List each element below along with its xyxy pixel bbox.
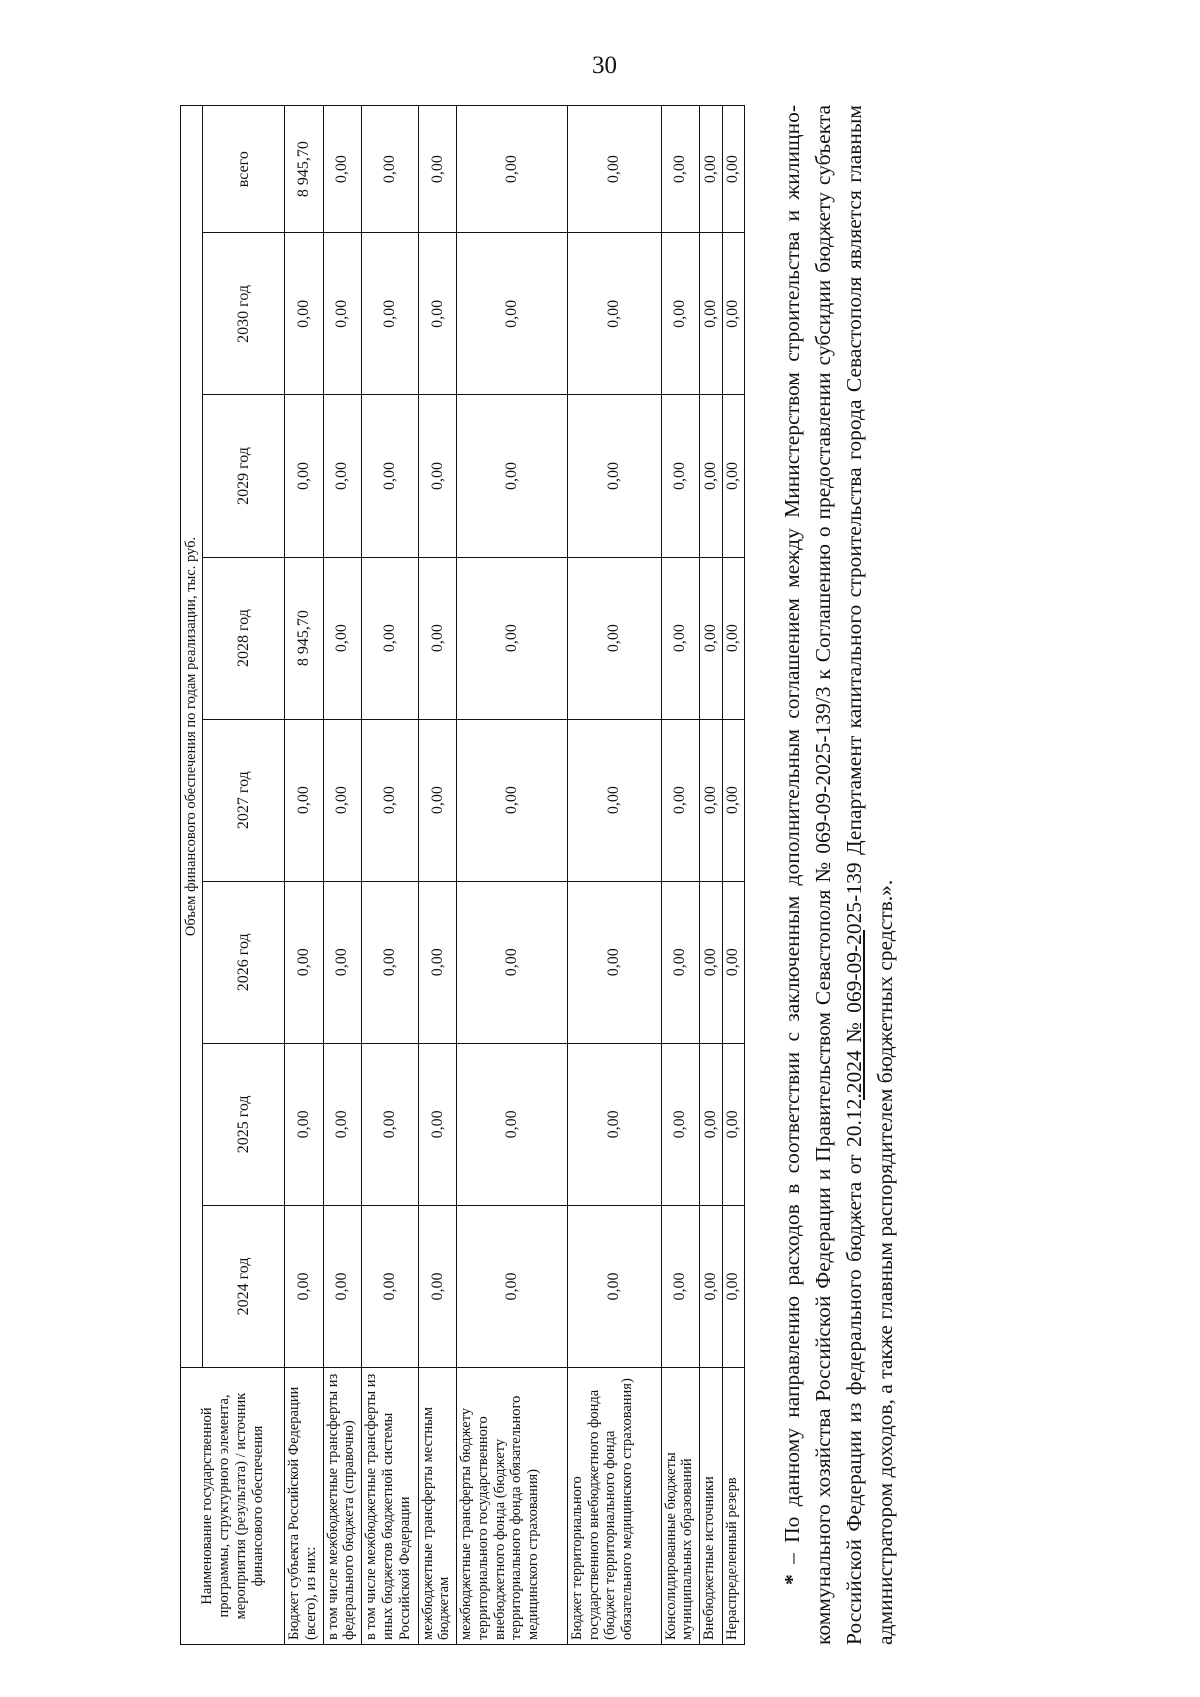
row-total: 0,00 [457,106,568,233]
row-value: 0,00 [568,1205,662,1367]
row-value: 0,00 [285,1205,324,1367]
row-value: 0,00 [323,719,362,881]
row-value: 0,00 [700,1043,722,1205]
row-total: 0,00 [722,106,744,233]
row-total: 8 945,70 [285,106,324,233]
table-row [323,106,362,1645]
row-value: 0,00 [457,395,568,557]
row-value: 0,00 [568,233,662,395]
table-row [362,106,418,1645]
volume-header: Объем финансового обеспечения по годам реализации, тыс. руб. [181,106,203,1368]
row-value: 0,00 [661,881,700,1043]
table-row [457,106,568,1645]
row-total: 0,00 [418,106,457,233]
row-value: 0,00 [285,1043,324,1205]
row-value: 0,00 [568,557,662,719]
row-value: 0,00 [323,1043,362,1205]
year-header: 2025 год [203,1043,285,1205]
row-value: 0,00 [323,395,362,557]
row-name: в том числе межбюджетные трансферты из иных бюджетов бюджетной системы Российской Федерации [362,1368,418,1645]
name-column-header: Наименование государственной программы, структурного элемента, мероприятия (результата) / источник финансового обеспечения [181,1368,285,1645]
row-value: 0,00 [418,395,457,557]
page-number: 30 [592,52,617,79]
row-value: 0,00 [418,557,457,719]
row-value: 0,00 [700,719,722,881]
row-value: 0,00 [568,395,662,557]
row-value: 0,00 [457,233,568,395]
row-value: 0,00 [323,881,362,1043]
table-row [700,106,722,1645]
row-total: 0,00 [568,106,662,233]
row-value: 0,00 [418,1205,457,1367]
row-value: 0,00 [362,881,418,1043]
year-header: 2027 год [203,719,285,881]
row-name: межбюджетные трансферты бюджету территориального государственного внебюджетного фонда (бюджету территориального фонда обязательного медицинского страхования) [457,1368,568,1645]
table-row [418,106,457,1645]
row-value: 0,00 [323,233,362,395]
year-header: 2026 год [203,881,285,1043]
table-row [285,106,324,1645]
row-value: 0,00 [457,1043,568,1205]
row-value: 0,00 [700,881,722,1043]
row-total: 0,00 [661,106,700,233]
row-value: 0,00 [568,881,662,1043]
row-value: 0,00 [661,1043,700,1205]
row-value: 0,00 [700,557,722,719]
row-value: 0,00 [285,233,324,395]
row-name: Консолидированные бюджеты муниципальных образований [661,1368,700,1645]
row-value: 0,00 [722,557,744,719]
row-value: 0,00 [457,1205,568,1367]
row-value: 0,00 [722,233,744,395]
row-value: 0,00 [418,881,457,1043]
row-value: 0,00 [362,395,418,557]
row-value: 0,00 [457,881,568,1043]
row-value: 0,00 [285,719,324,881]
row-value: 0,00 [568,1043,662,1205]
table-row [568,106,662,1645]
row-value: 0,00 [362,233,418,395]
rotated-content [180,105,925,1645]
footnote [777,105,901,1645]
row-value: 0,00 [700,1205,722,1367]
footnote-text: – По данному направлению расходов в соответствии с заключенным дополнительным соглашением между Министерством строительства и жилищно-коммунального хозяйства Российской Федерации и Правительством Севастополя № 069-09-2025-139/3 к Соглашению о предоставлении субсидии бюджету субъекта Российской Федерации из федерального бюджета от 20.12.2024 № 069-09-2025-139 Департамент капитального строительства города Севастополя является главным администратором доходов, а также главным распорядителем бюджетных средств.». [780,105,897,1645]
row-value: 0,00 [700,233,722,395]
row-value: 0,00 [722,881,744,1043]
row-value: 0,00 [661,557,700,719]
row-value: 8 945,70 [285,557,324,719]
table-row [661,106,700,1645]
row-value: 0,00 [722,395,744,557]
row-value: 0,00 [661,1205,700,1367]
row-name: Внебюджетные источники [700,1368,722,1645]
table-row [722,106,744,1645]
row-value: 0,00 [418,233,457,395]
row-total: 0,00 [700,106,722,233]
total-header: всего [203,106,285,233]
row-value: 0,00 [362,1043,418,1205]
row-value: 0,00 [568,719,662,881]
row-value: 0,00 [362,719,418,881]
row-total: 0,00 [362,106,418,233]
row-value: 0,00 [457,719,568,881]
row-name: в том числе межбюджетные трансферты из федерального бюджета (справочно) [323,1368,362,1645]
row-total: 0,00 [323,106,362,233]
row-value: 0,00 [285,395,324,557]
row-value: 0,00 [661,719,700,881]
row-value: 0,00 [722,719,744,881]
financing-table [180,105,745,1645]
row-name: Нераспределенный резерв [722,1368,744,1645]
row-name: Бюджет субъекта Российской Федерации (всего), из них: [285,1368,324,1645]
row-value: 0,00 [661,395,700,557]
row-value: 0,00 [700,395,722,557]
year-header: 2028 год [203,557,285,719]
row-value: 0,00 [362,557,418,719]
footnote-marker: * [780,1574,804,1585]
row-name: Бюджет территориального государственного внебюджетного фонда (бюджет территориального фонда обязательного медицинского страхования) [568,1368,662,1645]
row-value: 0,00 [418,1043,457,1205]
year-header: 2024 год [203,1205,285,1367]
row-value: 0,00 [323,1205,362,1367]
row-value: 0,00 [661,233,700,395]
row-value: 0,00 [362,1205,418,1367]
row-value: 0,00 [323,557,362,719]
row-value: 0,00 [418,719,457,881]
row-value: 0,00 [722,1205,744,1367]
separator-line [863,930,865,1100]
row-value: 0,00 [285,881,324,1043]
year-header: 2029 год [203,395,285,557]
row-name: межбюджетные трансферты местным бюджетам [418,1368,457,1645]
row-value: 0,00 [722,1043,744,1205]
year-header: 2030 год [203,233,285,395]
row-value: 0,00 [457,557,568,719]
